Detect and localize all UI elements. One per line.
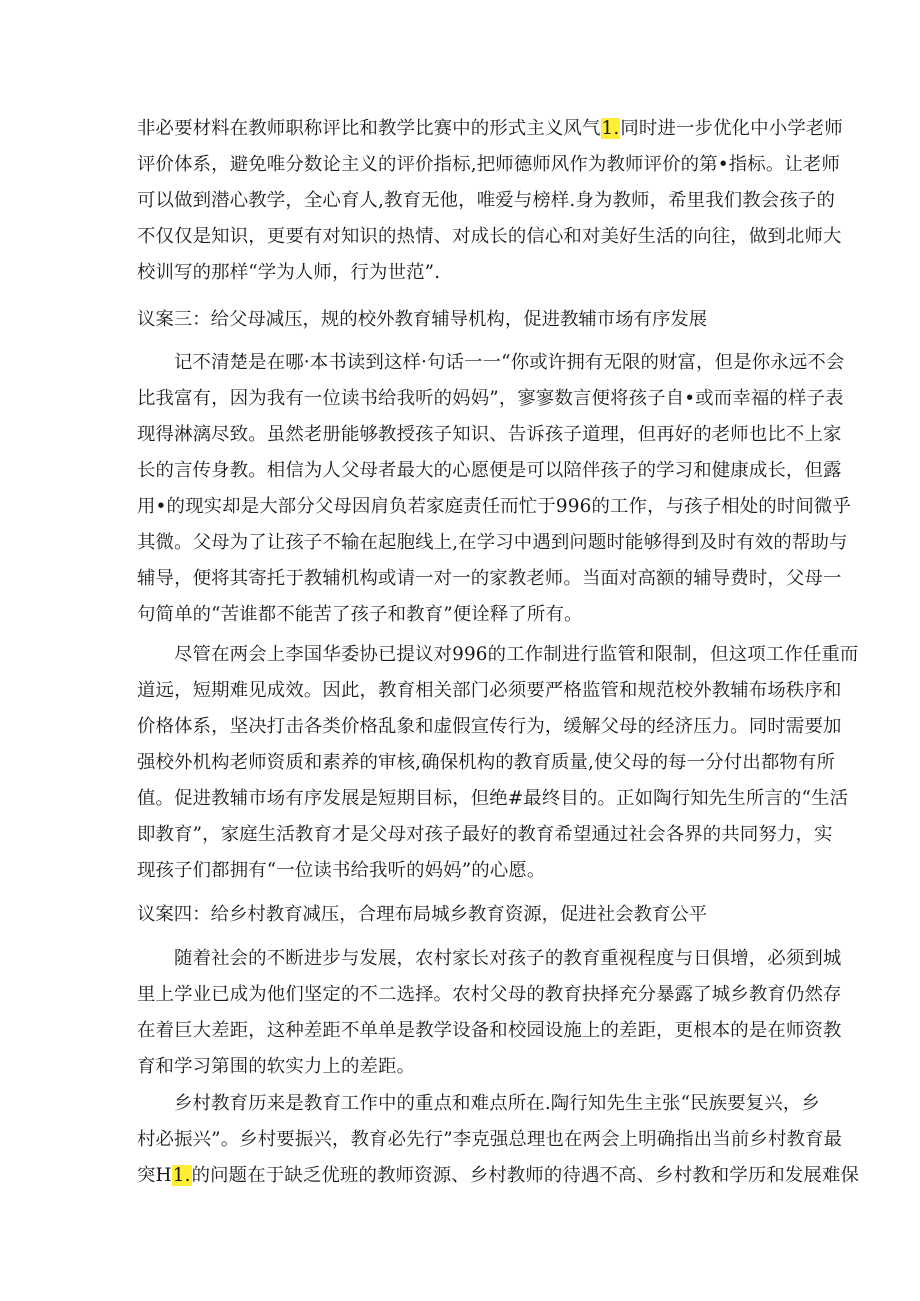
- text-line: 可以做到潜心教学，全心育人,教育无他，唯爱与榜样.身为教师，希里我们教会孩子的: [137, 190, 835, 211]
- text-segment: 同时进一步优化中小学老师: [620, 118, 843, 139]
- text-line: 句简单的“苦谁都不能苦了孩子和教育”便诠释了所有。: [137, 604, 583, 625]
- text-line: [137, 1158, 860, 1194]
- text-line: 比我富有，因为我有一位读书给我听的妈妈”，寥寥数言便将孩子自•或而幸福的样子表: [137, 388, 844, 409]
- text-line: 强校外机构老师资质和素养的审核,确保机构的教育质量,使父母的每一分付出都物有所: [137, 752, 835, 773]
- paragraph-rural-education: [137, 1086, 860, 1194]
- text-line: 不仅仅是知识，更要有对知识的热情、对成长的信心和对美好生活的向往，做到北师大: [137, 226, 842, 247]
- text-line: 尽管在两会上李国华委协已提议对996的工作制进行监管和限制，但这项工作任重而: [174, 644, 859, 665]
- text-line: 里上学业已成为他们坚定的不二选择。农村父母的教育抉择充分暴露了城乡教育仍然存: [137, 984, 842, 1005]
- text-line: 乡村教育历来是教育工作中的重点和难点所在.陶行知先生主张“民族要复兴，乡: [174, 1093, 820, 1114]
- paragraph-reading-mother: [137, 345, 852, 633]
- paragraph-tutoring-market: [137, 637, 859, 889]
- text-segment: 的问题在于缺乏优班的教师资源、乡村教师的待遇不高、乡村教和学历和发展难保: [191, 1165, 860, 1186]
- section-heading-proposal-3: 议案三：给父母减压，规的校外教育辅导机构，促进教辅市场有序发展: [137, 309, 708, 330]
- text-line: 在着巨大差距，这种差距不单单是教学设备和校园设施上的差距，更根本的是在师资教: [137, 1020, 842, 1041]
- text-line: 长的言传身教。相信为人父母者最大的心愿便是可以陪伴孩子的学习和健康成长，但露: [137, 460, 842, 481]
- text-segment: 突H: [137, 1165, 172, 1186]
- text-line: 道远，短期难见成效。因此，教育相关部门必须要严格监管和规范校外教辅布场秩序和: [137, 680, 842, 701]
- paragraph-teacher-evaluation: [137, 111, 843, 291]
- text-line: 随着社会的不断进步与发展，农村家长对孩子的教育重视程度与日俱增，必须到城: [174, 948, 842, 969]
- text-line: 村必振兴”。乡村要振兴，教育必先行”李克强总理也在两会上明确指出当前乡村教育最: [137, 1129, 843, 1150]
- text-line: 记不清楚是在哪·本书读到这样·句话一一“你或许拥有无限的财富，但是你永远不会: [174, 352, 845, 373]
- highlight-mark: 1.: [172, 1165, 191, 1186]
- section-heading-proposal-4: 议案四：给乡村教育减压，合理布局城乡教育资源，促进社会教育公平: [137, 904, 708, 925]
- text-line: 即教育”，家庭生活教育才是父母对孩子最好的教育希望通过社会各界的共同努力，实: [137, 824, 833, 845]
- text-line: 辅导，便将其寄托于教辅机构或请一对一的家教老师。当面对高额的辅导费时，父母一: [137, 568, 842, 589]
- text-line: 用•的现实却是大部分父母因肩负若家庭责任而忙于996的工作，与孩子相处的时间微乎: [137, 496, 852, 517]
- text-line: 现得淋漓尽致。虽然老册能够教授孩子知识、告诉孩子道理，但再好的老师也比不上家: [137, 424, 842, 445]
- text-line: 价格体系，坚决打击各类价格乱象和虚假宣传行为，缓解父母的经济压力。同时需要加: [137, 716, 842, 737]
- text-line: 校训写的那样“学为人师，行为世范”.: [137, 262, 441, 283]
- text-line: 现孩子们都拥有“一位读书给我听的妈妈”的心愿。: [137, 860, 546, 881]
- paragraph-rural-parents: [137, 941, 842, 1085]
- text-line: 评价体系，避免唯分数论主义的评价指标,把师德师风作为教师评价的第•指标。让老师: [137, 154, 840, 175]
- highlight-mark: 1.: [601, 118, 620, 139]
- text-line: 值。促进教辅市场有序发展是短期目标，但绝#最终目的。正如陶行知先生所言的“生活: [137, 788, 849, 809]
- text-line: [137, 111, 843, 147]
- text-line: 育和学习第围的软实力上的差距。: [137, 1056, 416, 1077]
- text-line: 其微。父母为了让孩子不输在起胞线上,在学习中遇到问题时能够得到及时有效的帮助与: [137, 532, 848, 553]
- text-segment: 非必要材料在教师职称评比和教学比赛中的形式主义风气: [137, 118, 601, 139]
